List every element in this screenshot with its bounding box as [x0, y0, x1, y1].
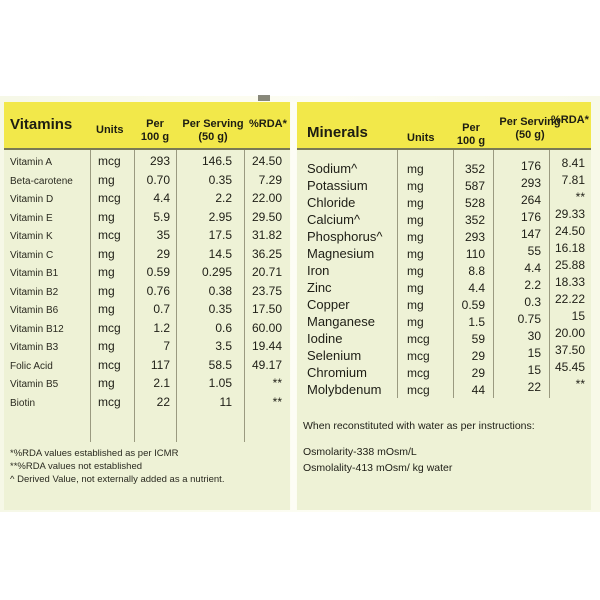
nutrient-name: Copper: [307, 297, 350, 312]
nutrient-name: Vitamin B6: [10, 305, 59, 316]
unit-cell: mg: [98, 376, 115, 390]
minerals-panel: [297, 102, 591, 510]
per-100g-value: 29: [471, 349, 485, 363]
per-serving-value: 0.75: [517, 312, 541, 326]
unit-cell: mg: [98, 302, 115, 316]
rda-value: 49.17: [251, 357, 282, 372]
per-serving-value: 58.5: [208, 357, 232, 372]
unit-cell: mcg: [407, 366, 430, 380]
cropped-text-fragment: [258, 95, 270, 101]
per-serving-value: 30: [527, 329, 541, 343]
rda-value: 45.45: [554, 360, 585, 374]
nutrient-name: Sodium^: [307, 161, 358, 176]
vitamins-title: Vitamins: [10, 116, 73, 133]
nutrient-name: Molybdenum: [307, 382, 382, 397]
per-serving-value: 1.05: [208, 376, 232, 390]
nutrient-name: Folic Acid: [10, 360, 53, 372]
nutrient-name: Phosphorus^: [307, 229, 383, 244]
per-100g-value: 0.7: [153, 302, 170, 316]
per-100g-value: 0.70: [146, 172, 170, 187]
per-serving-value: 0.295: [201, 265, 232, 279]
rda-value: 24.50: [251, 154, 282, 168]
per-100g-value: 0.59: [146, 265, 170, 279]
per-serving-value: 15: [527, 363, 541, 377]
unit-cell: mg: [98, 265, 115, 279]
minerals-header: [297, 102, 591, 150]
rda-value: 15: [571, 309, 585, 323]
per-100g-value: 293: [464, 230, 485, 244]
rda-value: 20.71: [251, 265, 282, 279]
vitamins-rda-header: %RDA*: [249, 118, 287, 130]
per-100g-value: 4.4: [153, 191, 170, 205]
per-100g-value: 587: [464, 179, 485, 193]
nutrient-name: Calcium^: [307, 212, 361, 227]
rda-value: **: [575, 377, 585, 391]
reconstitution-note: Osmolality-413 mOsm/ kg water: [303, 462, 453, 474]
per-serving-value: 17.5: [208, 228, 232, 242]
rda-value: 19.44: [251, 339, 282, 353]
unit-cell: mcg: [98, 320, 121, 335]
per-serving-value: 264: [520, 193, 541, 207]
nutrient-name: Vitamin B3: [10, 342, 59, 353]
unit-cell: mg: [407, 196, 424, 210]
minerals-serving-size-header: (50 g): [515, 129, 545, 141]
unit-cell: mcg: [407, 332, 430, 346]
unit-cell: mg: [98, 172, 115, 187]
unit-cell: mg: [407, 230, 424, 244]
per-100g-value: 0.76: [146, 283, 170, 298]
per-serving-value: 0.6: [215, 320, 232, 335]
nutrient-name: Vitamin B1: [10, 268, 59, 279]
nutrient-name: Selenium: [307, 348, 362, 363]
bottom-edge: [0, 512, 600, 600]
per-serving-value: 2.2: [524, 278, 541, 292]
nutrient-name: Biotin: [10, 397, 36, 409]
per-100g-value: 29: [156, 246, 170, 261]
per-100g-value: 352: [464, 162, 485, 176]
unit-cell: mg: [407, 179, 424, 193]
nutrient-name: Vitamin K: [10, 231, 53, 242]
nutrient-name: Zinc: [307, 280, 332, 295]
unit-cell: mcg: [98, 191, 121, 205]
per-serving-value: 0.3: [524, 295, 541, 309]
column-divider: [90, 150, 91, 442]
vitamins-per-header: Per: [146, 118, 164, 130]
nutrient-name: Beta-carotene: [10, 175, 73, 187]
per-100g-value: 110: [465, 247, 485, 261]
per-100g-value: 44: [471, 383, 485, 397]
nutrient-name: Iron: [307, 263, 330, 278]
nutrient-name: Vitamin B5: [10, 379, 59, 390]
unit-cell: mcg: [98, 154, 121, 168]
reconstitution-note: When reconstituted with water as per instructions:: [303, 420, 535, 432]
per-100g-value: 8.8: [468, 264, 485, 278]
reconstitution-note: Osmolarity-338 mOsm/L: [303, 446, 417, 458]
unit-cell: mg: [407, 247, 424, 261]
nutrient-name: Vitamin C: [10, 249, 54, 261]
top-edge: [0, 0, 600, 96]
nutrient-name: Vitamin D: [10, 194, 54, 205]
vitamins-units-header: Units: [96, 124, 124, 136]
nutrient-name: Chloride: [307, 195, 356, 210]
column-divider: [397, 150, 398, 398]
rda-value: 17.50: [251, 302, 282, 316]
per-100g-value: 22: [156, 394, 170, 409]
per-serving-value: 15: [527, 346, 541, 360]
rda-value: **: [575, 190, 585, 204]
nutrient-name: Iodine: [307, 331, 343, 346]
nutrient-name: Vitamin E: [10, 212, 53, 224]
rda-value: 7.29: [258, 172, 282, 187]
rda-value: 29.33: [554, 207, 585, 221]
rda-value: 24.50: [554, 224, 585, 238]
nutrient-name: Potassium: [307, 178, 368, 193]
column-divider: [493, 150, 494, 398]
nutrient-name: Vitamin A: [10, 157, 53, 168]
rda-value: 8.41: [561, 156, 585, 170]
rda-value: 29.50: [251, 209, 282, 224]
per-100g-value: 2.1: [153, 376, 170, 390]
panel-divider: [291, 102, 296, 510]
unit-cell: mg: [407, 315, 424, 329]
minerals-rda-header: %RDA*: [551, 114, 589, 126]
unit-cell: mg: [98, 283, 115, 298]
rda-value: 7.81: [561, 173, 585, 187]
unit-cell: mg: [407, 264, 424, 278]
rda-value: 31.82: [251, 228, 282, 242]
minerals-per-header: Per: [462, 122, 480, 134]
per-100g-value: 5.9: [153, 209, 170, 224]
per-serving-value: 176: [520, 159, 541, 173]
per-100g-value: 528: [464, 196, 485, 210]
footnote: *%RDA values established as per ICMR: [10, 448, 179, 459]
minerals-title: Minerals: [307, 124, 368, 141]
per-serving-value: 11: [219, 394, 232, 409]
per-serving-value: 0.38: [208, 283, 232, 298]
per-serving-value: 22: [527, 380, 541, 394]
vitamins-serving-header: Per Serving: [182, 118, 244, 130]
rda-value: 20.00: [554, 326, 585, 340]
per-100g-value: 1.5: [468, 315, 485, 329]
rda-value: 36.25: [251, 246, 282, 261]
per-serving-value: 55: [527, 244, 541, 258]
per-100g-value: 0.59: [461, 298, 485, 312]
nutrient-name: Magnesium: [307, 246, 375, 261]
per-100g-value: 352: [464, 213, 485, 227]
minerals-100g-header: 100 g: [456, 135, 486, 147]
rda-value: 22.00: [251, 191, 282, 205]
vitamins-header: [4, 102, 290, 150]
per-serving-value: 146.5: [201, 154, 232, 168]
minerals-units-header: Units: [407, 132, 435, 144]
unit-cell: mg: [407, 162, 424, 176]
vitamins-panel: [4, 102, 290, 510]
unit-cell: mcg: [98, 394, 121, 409]
nutrient-name: Manganese: [307, 314, 375, 329]
unit-cell: mcg: [98, 228, 121, 242]
rda-value: 22.22: [554, 292, 585, 306]
nutrient-name: Vitamin B2: [10, 286, 59, 298]
per-serving-value: 2.95: [208, 209, 232, 224]
nutrient-name: Vitamin B12: [10, 323, 64, 335]
nutrient-name: Chromium: [307, 365, 367, 380]
unit-cell: mg: [407, 213, 424, 227]
vitamins-serving-size-header: (50 g): [198, 131, 228, 143]
per-serving-value: 2.2: [215, 191, 232, 205]
vitamins-100g-header: 100 g: [140, 131, 170, 143]
rda-value: 18.33: [554, 275, 585, 289]
per-100g-value: 4.4: [468, 281, 485, 295]
footnote: ^ Derived Value, not externally added as a nutrient.: [10, 474, 225, 485]
minerals-serving-header: Per Serving: [499, 116, 561, 128]
per-100g-value: 35: [156, 228, 170, 242]
per-serving-value: 0.35: [208, 172, 232, 187]
rda-value: 23.75: [251, 283, 282, 298]
per-100g-value: 117: [150, 357, 170, 372]
rda-value: 37.50: [554, 343, 585, 357]
rda-value: 16.18: [554, 241, 585, 255]
per-100g-value: 293: [149, 154, 170, 168]
per-serving-value: 3.5: [215, 339, 232, 353]
per-100g-value: 29: [471, 366, 485, 380]
rda-value: **: [272, 376, 282, 390]
per-serving-value: 293: [520, 176, 541, 190]
unit-cell: mg: [98, 209, 115, 224]
per-100g-value: 59: [471, 332, 485, 346]
per-serving-value: 147: [520, 227, 541, 241]
per-serving-value: 176: [520, 210, 541, 224]
unit-cell: mg: [407, 298, 424, 312]
per-100g-value: 1.2: [153, 320, 170, 335]
footnote: **%RDA values not established: [10, 461, 143, 472]
rda-value: 25.88: [554, 258, 585, 272]
unit-cell: mcg: [407, 349, 430, 363]
per-serving-value: 0.35: [208, 302, 232, 316]
per-100g-value: 7: [163, 339, 170, 353]
unit-cell: mcg: [98, 357, 121, 372]
rda-value: **: [272, 394, 282, 409]
unit-cell: mg: [98, 246, 115, 261]
unit-cell: mg: [98, 339, 115, 353]
unit-cell: mg: [407, 281, 424, 295]
per-serving-value: 4.4: [524, 261, 541, 275]
rda-value: 60.00: [251, 320, 282, 335]
per-serving-value: 14.5: [208, 246, 232, 261]
unit-cell: mcg: [407, 383, 430, 397]
